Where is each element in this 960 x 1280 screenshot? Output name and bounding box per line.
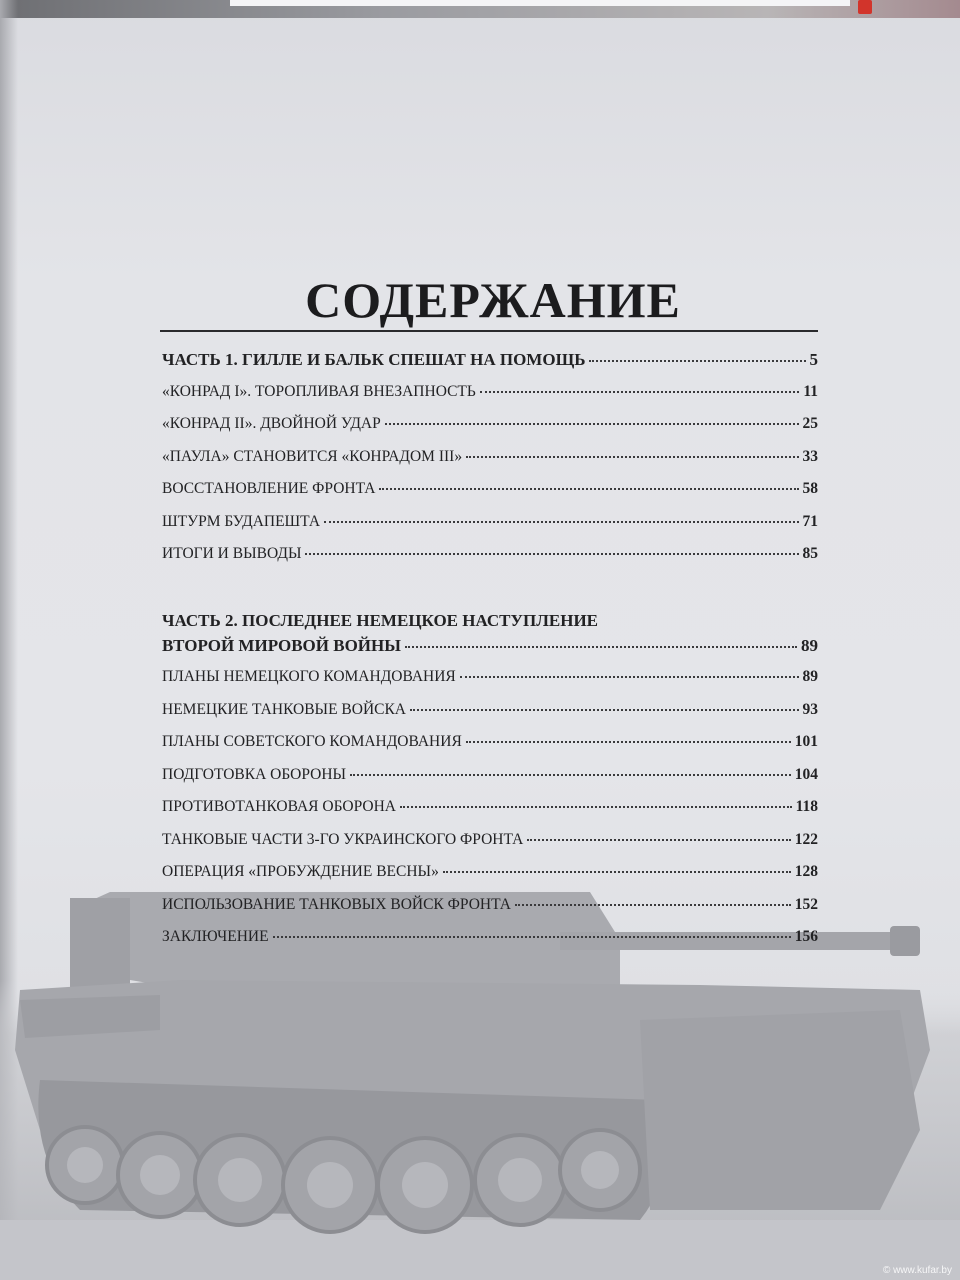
dot-leader — [410, 709, 798, 711]
toc-entry[interactable] — [162, 766, 818, 799]
page-top-edge — [230, 0, 850, 6]
title-underline — [160, 330, 818, 332]
watermark: © www.kufar.by — [882, 1265, 952, 1276]
toc-part-2-heading-line1[interactable]: ЧАСТЬ 2. ПОСЛЕДНЕЕ НЕМЕЦКОЕ НАСТУПЛЕНИЕ — [162, 610, 599, 630]
toc-page-number: 128 — [794, 863, 818, 880]
toc-entry[interactable] — [162, 448, 818, 481]
toc-page-number: 156 — [794, 928, 818, 945]
dot-leader — [379, 488, 798, 490]
dot-leader — [273, 936, 791, 938]
toc-entry[interactable] — [162, 896, 818, 929]
toc-label: ИСПОЛЬЗОВАНИЕ ТАНКОВЫХ ВОЙСК ФРОНТА — [162, 895, 511, 913]
toc-page-number: 152 — [794, 895, 818, 913]
toc-label: ПОДГОТОВКА ОБОРОНЫ — [162, 765, 347, 783]
toc-page-number: 25 — [802, 415, 818, 432]
toc-label: «КОНРАД I». ТОРОПЛИВАЯ ВНЕЗАПНОСТЬ — [162, 382, 476, 400]
toc-page-number: 71 — [802, 512, 818, 530]
toc-entry[interactable] — [162, 798, 818, 831]
toc-label: ПРОТИВОТАНКОВАЯ ОБОРОНА — [162, 798, 396, 815]
dot-leader — [515, 904, 791, 906]
toc-label: ПЛАНЫ СОВЕТСКОГО КОМАНДОВАНИЯ — [162, 733, 462, 750]
toc-entry[interactable] — [162, 668, 818, 701]
toc-entry[interactable] — [162, 831, 818, 864]
toc-page-number: 33 — [802, 447, 818, 465]
toc-page-number: 118 — [795, 798, 818, 815]
toc-page-number: 122 — [794, 830, 818, 848]
toc-entry[interactable] — [162, 928, 818, 961]
toc-label: ЗАКЛЮЧЕНИЕ — [162, 928, 269, 945]
toc-label: ОПЕРАЦИЯ «ПРОБУЖДЕНИЕ ВЕСНЫ» — [162, 863, 439, 880]
toc-label: ВТОРОЙ МИРОВОЙ ВОЙНЫ — [162, 635, 401, 655]
toc-entry[interactable] — [162, 545, 818, 578]
toc-label: «ПАУЛА» СТАНОВИТСЯ «КОНРАДОМ III» — [162, 447, 463, 465]
toc-label: ТАНКОВЫЕ ЧАСТИ 3-ГО УКРАИНСКОГО ФРОНТА — [162, 830, 524, 848]
dot-leader — [466, 456, 798, 458]
toc-page-number: 104 — [794, 765, 818, 783]
toc-page-number: 89 — [802, 668, 818, 685]
dot-leader — [466, 741, 791, 743]
red-bookmark — [858, 0, 872, 14]
toc-entry[interactable] — [162, 480, 818, 513]
dot-leader — [480, 391, 800, 393]
toc-entry[interactable] — [162, 701, 818, 734]
toc-page-number: 93 — [802, 700, 818, 718]
toc-label: ВОССТАНОВЛЕНИЕ ФРОНТА — [162, 480, 376, 497]
dot-leader — [443, 871, 791, 873]
toc-label: НЕМЕЦКИЕ ТАНКОВЫЕ ВОЙСКА — [162, 700, 407, 718]
dot-leader — [527, 839, 790, 841]
toc-page-number: 85 — [802, 545, 818, 562]
dot-leader — [350, 774, 791, 776]
dot-leader — [305, 553, 798, 555]
toc-page-number: 89 — [801, 635, 818, 655]
toc-label: ПЛАНЫ НЕМЕЦКОГО КОМАНДОВАНИЯ — [162, 668, 456, 685]
table-of-contents — [162, 350, 818, 961]
toc-entry[interactable] — [162, 733, 818, 766]
toc-entry[interactable] — [162, 513, 818, 546]
dot-leader — [405, 646, 797, 648]
toc-page-number: 58 — [802, 480, 818, 497]
toc-part-1-heading[interactable] — [162, 350, 818, 383]
dot-leader — [400, 806, 792, 808]
toc-page-number: 5 — [809, 350, 818, 369]
dot-leader — [460, 676, 799, 678]
toc-label: ШТУРМ БУДАПЕШТА — [162, 512, 321, 530]
toc-entry[interactable] — [162, 383, 818, 416]
toc-part-2-heading[interactable] — [162, 636, 818, 669]
page-title: СОДЕРЖАНИЕ — [305, 272, 681, 328]
dot-leader — [589, 360, 805, 362]
toc-label: «КОНРАД II». ДВОЙНОЙ УДАР — [162, 415, 381, 432]
toc-entry[interactable] — [162, 415, 818, 448]
toc-page-number: 101 — [794, 733, 818, 750]
dot-leader — [324, 521, 798, 523]
toc-entry[interactable] — [162, 863, 818, 896]
dot-leader — [385, 423, 799, 425]
toc-label: ЧАСТЬ 1. ГИЛЛЕ И БАЛЬК СПЕШАТ НА ПОМОЩЬ — [162, 350, 586, 369]
toc-label: ИТОГИ И ВЫВОДЫ — [162, 545, 302, 562]
section-gap — [162, 578, 818, 606]
toc-page-number: 11 — [803, 382, 818, 400]
